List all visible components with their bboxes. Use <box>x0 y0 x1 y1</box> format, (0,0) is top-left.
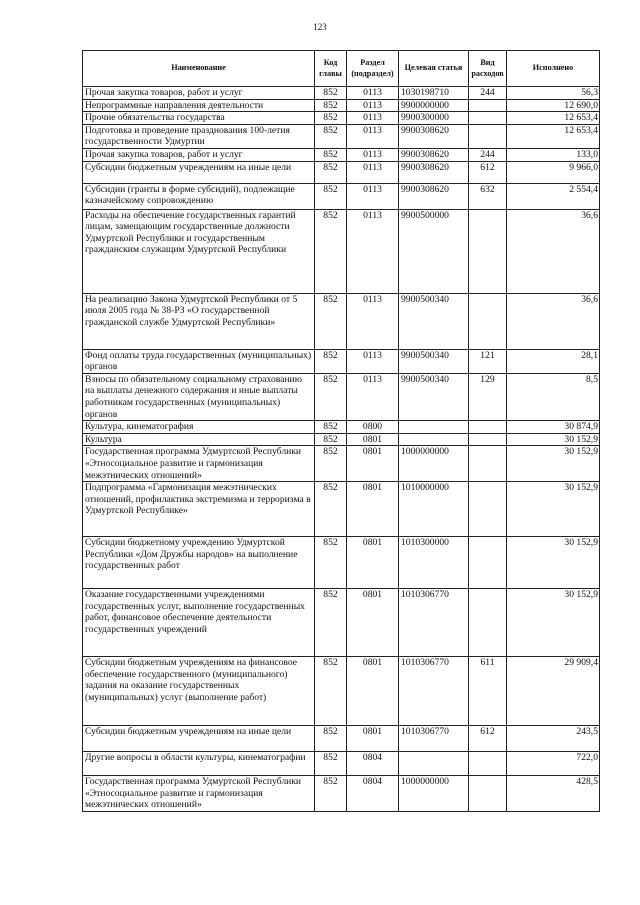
cell-name: Непрограммные направления деятельности <box>83 99 315 112</box>
cell-name: Расходы на обеспечение государственных гарантий лицам, замещающим государственные должности Удмуртской Республики и государственным гражданским служащим Удмуртской Республики <box>83 209 315 293</box>
cell-type: 611 <box>469 657 507 726</box>
cell-code: 852 <box>315 112 347 125</box>
table-row <box>83 433 600 446</box>
cell-section: 0113 <box>347 293 399 349</box>
table-row <box>83 87 600 100</box>
cell-section: 0804 <box>347 776 399 812</box>
table-row <box>83 99 600 112</box>
cell-name: Субсидии бюджетным учреждениям на иные цели <box>83 161 315 183</box>
cell-section: 0113 <box>347 112 399 125</box>
table-row <box>83 752 600 776</box>
cell-target: 9900308620 <box>399 124 469 148</box>
cell-name: Прочая закупка товаров, работ и услуг <box>83 87 315 100</box>
cell-code: 852 <box>315 657 347 726</box>
cell-amount: 12 653,4 <box>507 112 600 125</box>
cell-section: 0113 <box>347 209 399 293</box>
cell-amount: 30 152,9 <box>507 433 600 446</box>
cell-code: 852 <box>315 87 347 100</box>
table-row <box>83 446 600 482</box>
header-section: Раздел (подраздел) <box>347 51 399 87</box>
cell-type: 632 <box>469 183 507 209</box>
table-row <box>83 421 600 434</box>
cell-amount: 428,5 <box>507 776 600 812</box>
cell-target: 9900308620 <box>399 148 469 161</box>
cell-target: 1010306770 <box>399 726 469 752</box>
cell-target: 1010000000 <box>399 482 469 537</box>
cell-code: 852 <box>315 482 347 537</box>
cell-section: 0113 <box>347 87 399 100</box>
page-number: 123 <box>313 22 327 32</box>
cell-code: 852 <box>315 148 347 161</box>
cell-amount: 8,5 <box>507 373 600 420</box>
cell-code: 852 <box>315 99 347 112</box>
cell-name: Государственная программа Удмуртской Республики «Этносоциальное развитие и гармонизация межэтнических отношений» <box>83 776 315 812</box>
table-row <box>83 657 600 726</box>
cell-section: 0113 <box>347 349 399 373</box>
cell-target: 9900308620 <box>399 183 469 209</box>
budget-table <box>82 50 600 812</box>
header-target: Целевая статья <box>399 51 469 87</box>
table-row <box>83 148 600 161</box>
header-type: Вид расходов <box>469 51 507 87</box>
cell-type <box>469 482 507 537</box>
cell-amount: 12 690,0 <box>507 99 600 112</box>
cell-amount: 36,6 <box>507 209 600 293</box>
cell-name: Подпрограмма «Гармонизация межэтнических отношений, профилактика экстремизма и терроризма в Удмуртской Республике» <box>83 482 315 537</box>
cell-type: 612 <box>469 161 507 183</box>
cell-type <box>469 537 507 589</box>
cell-amount: 2 554,4 <box>507 183 600 209</box>
cell-name: На реализацию Закона Удмуртской Республики от 5 июля 2005 года № 38-РЗ «О государственной гражданской службе Удмуртской Республики» <box>83 293 315 349</box>
cell-target: 9900500340 <box>399 349 469 373</box>
cell-name: Фонд оплаты труда государственных (муниципальных) органов <box>83 349 315 373</box>
cell-target: 1010306770 <box>399 657 469 726</box>
cell-name: Оказание государственными учреждениями государственных услуг, выполнение государственных работ, финансовое обеспечение деятельности государственных учреждений <box>83 589 315 657</box>
cell-type <box>469 589 507 657</box>
table-row <box>83 183 600 209</box>
cell-target <box>399 752 469 776</box>
cell-code: 852 <box>315 752 347 776</box>
cell-section: 0801 <box>347 726 399 752</box>
cell-amount: 29 909,4 <box>507 657 600 726</box>
cell-name: Культура, кинематография <box>83 421 315 434</box>
cell-amount: 28,1 <box>507 349 600 373</box>
cell-section: 0113 <box>347 148 399 161</box>
cell-code: 852 <box>315 776 347 812</box>
cell-type <box>469 752 507 776</box>
cell-code: 852 <box>315 726 347 752</box>
header-name: Наименование <box>83 51 315 87</box>
cell-name: Прочая закупка товаров, работ и услуг <box>83 148 315 161</box>
cell-name: Субсидии (гранты в форме субсидий), подлежащие казначейскому сопровождению <box>83 183 315 209</box>
table-row <box>83 776 600 812</box>
cell-amount: 30 874,9 <box>507 421 600 434</box>
cell-type: 244 <box>469 148 507 161</box>
cell-target <box>399 421 469 434</box>
cell-section: 0113 <box>347 183 399 209</box>
table-row <box>83 112 600 125</box>
cell-type <box>469 112 507 125</box>
cell-code: 852 <box>315 124 347 148</box>
cell-name: Субсидии бюджетным учреждениям на финансовое обеспечение государственного (муниципального) задания на оказание государственных (муниципальных) услуг (выполнение работ) <box>83 657 315 726</box>
cell-code: 852 <box>315 433 347 446</box>
cell-type <box>469 433 507 446</box>
cell-type: 129 <box>469 373 507 420</box>
cell-code: 852 <box>315 421 347 434</box>
cell-section: 0113 <box>347 373 399 420</box>
table-row <box>83 349 600 373</box>
table-row <box>83 373 600 420</box>
cell-section: 0801 <box>347 657 399 726</box>
cell-name: Государственная программа Удмуртской Республики «Этносоциальное развитие и гармонизация межэтнических отношений» <box>83 446 315 482</box>
cell-type <box>469 209 507 293</box>
cell-amount: 30 152,9 <box>507 589 600 657</box>
cell-code: 852 <box>315 446 347 482</box>
cell-name: Культура <box>83 433 315 446</box>
cell-amount: 30 152,9 <box>507 482 600 537</box>
cell-name: Прочие обязательства государства <box>83 112 315 125</box>
cell-amount: 30 152,9 <box>507 537 600 589</box>
cell-section: 0801 <box>347 589 399 657</box>
cell-amount: 243,5 <box>507 726 600 752</box>
cell-target: 9900308620 <box>399 161 469 183</box>
table-row <box>83 726 600 752</box>
cell-section: 0801 <box>347 446 399 482</box>
cell-amount: 722,0 <box>507 752 600 776</box>
cell-target: 9900500340 <box>399 293 469 349</box>
table-row <box>83 124 600 148</box>
cell-type <box>469 99 507 112</box>
cell-name: Субсидии бюджетным учреждениям на иные цели <box>83 726 315 752</box>
cell-section: 0113 <box>347 99 399 112</box>
cell-amount: 56,3 <box>507 87 600 100</box>
header-code: Код главы <box>315 51 347 87</box>
cell-name: Взносы по обязательному социальному страхованию на выплаты денежного содержания и иные выплаты работникам государственных (муниципальных) органов <box>83 373 315 420</box>
cell-section: 0800 <box>347 421 399 434</box>
table-row <box>83 537 600 589</box>
cell-section: 0801 <box>347 537 399 589</box>
cell-target: 9900300000 <box>399 112 469 125</box>
cell-amount: 12 653,4 <box>507 124 600 148</box>
table-row <box>83 482 600 537</box>
cell-section: 0113 <box>347 161 399 183</box>
cell-section: 0113 <box>347 124 399 148</box>
cell-type <box>469 293 507 349</box>
cell-name: Другие вопросы в области культуры, кинематографии <box>83 752 315 776</box>
table-row <box>83 161 600 183</box>
cell-target: 9900500000 <box>399 209 469 293</box>
cell-type: 612 <box>469 726 507 752</box>
table-row <box>83 293 600 349</box>
header-amount: Исполнено <box>507 51 600 87</box>
cell-type: 244 <box>469 87 507 100</box>
cell-target: 1030198710 <box>399 87 469 100</box>
cell-target: 1010300000 <box>399 537 469 589</box>
table-row <box>83 589 600 657</box>
cell-amount: 30 152,9 <box>507 446 600 482</box>
cell-code: 852 <box>315 349 347 373</box>
cell-code: 852 <box>315 209 347 293</box>
cell-code: 852 <box>315 293 347 349</box>
table-row <box>83 209 600 293</box>
cell-target: 1000000000 <box>399 446 469 482</box>
cell-code: 852 <box>315 537 347 589</box>
cell-target: 9900000000 <box>399 99 469 112</box>
cell-code: 852 <box>315 183 347 209</box>
cell-amount: 9 966,0 <box>507 161 600 183</box>
cell-name: Субсидии бюджетному учреждению Удмуртской Республики «Дом Дружбы народов» на выполнение государственных работ <box>83 537 315 589</box>
cell-section: 0804 <box>347 752 399 776</box>
cell-type <box>469 446 507 482</box>
cell-section: 0801 <box>347 482 399 537</box>
cell-target: 1000000000 <box>399 776 469 812</box>
cell-code: 852 <box>315 589 347 657</box>
cell-section: 0801 <box>347 433 399 446</box>
cell-target: 1010306770 <box>399 589 469 657</box>
cell-type <box>469 124 507 148</box>
cell-code: 852 <box>315 161 347 183</box>
cell-type <box>469 421 507 434</box>
cell-amount: 133,0 <box>507 148 600 161</box>
cell-type <box>469 776 507 812</box>
cell-name: Подготовка и проведение празднования 100-летия государственности Удмуртии <box>83 124 315 148</box>
cell-type: 121 <box>469 349 507 373</box>
cell-target <box>399 433 469 446</box>
table-header-row <box>83 51 600 87</box>
cell-target: 9900500340 <box>399 373 469 420</box>
cell-amount: 36,6 <box>507 293 600 349</box>
cell-code: 852 <box>315 373 347 420</box>
